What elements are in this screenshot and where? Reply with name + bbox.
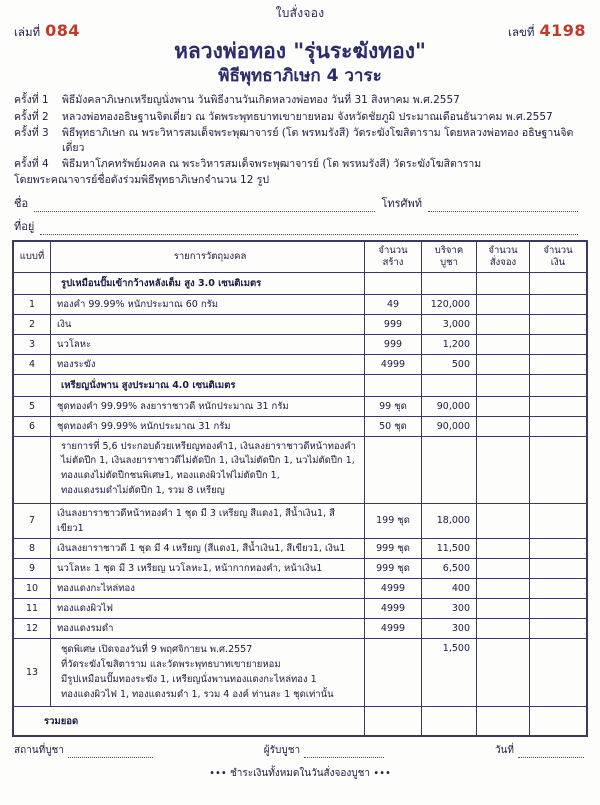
note-text (51, 436, 365, 503)
row-5-money[interactable] (530, 396, 587, 416)
phone-input[interactable] (428, 200, 578, 212)
address-input[interactable] (40, 223, 578, 235)
row-9-money[interactable] (530, 558, 587, 578)
row-8-no: 8 (14, 538, 51, 558)
row-13-line-4: ทองแดงผิวไฟ 1, ทองแดงรมดำ 1, รวม 4 องค์ ท่านละ 1 ชุดเท่านั้น (61, 689, 334, 701)
row-11-money[interactable] (530, 598, 587, 618)
ceremony-row-4-cont (14, 173, 584, 188)
main-title: หลวงพ่อทอง "รุ่นระฆังทอง" (174, 39, 426, 63)
row-4-price: 500 (422, 354, 477, 374)
table-row (14, 396, 587, 416)
header-price-line2: บูชา (440, 256, 458, 268)
volume-value: 084 (45, 21, 81, 40)
items-table (13, 241, 587, 737)
note-price (422, 436, 477, 503)
ceremony-row-1 (14, 93, 584, 108)
phone-label: โทรศัพท์ (381, 196, 422, 210)
row-1-made: 49 (365, 294, 422, 314)
header-money (530, 241, 587, 272)
row-7-no: 7 (14, 503, 51, 538)
row-5-price: 90,000 (422, 396, 477, 416)
footer-signature-row (0, 737, 600, 758)
header-order (477, 241, 530, 272)
name-input[interactable] (34, 200, 375, 212)
section-2-made (365, 374, 422, 396)
volume-field (14, 21, 80, 42)
header-money-line1: จำนวน (543, 244, 573, 256)
row-3-made: 999 (365, 334, 422, 354)
ceremony-text-1: พิธีมังคลาภิเษกเหรียญนั่งพาน วันพิธีงานวันเกิดหลวงพ่อทอง วันที่ 31 สิงหาคม พ.ศ.2557 (62, 94, 460, 107)
customer-fields (0, 194, 600, 235)
header-made-line1: จำนวน (378, 244, 408, 256)
row-13-desc (51, 638, 365, 707)
buyer-field (264, 743, 384, 758)
row-1-price: 120,000 (422, 294, 477, 314)
section-1-made (365, 272, 422, 294)
total-money[interactable] (530, 707, 587, 736)
row-7-desc: เงินลงยาราชาวดีหน้าทองคำ 1 ชุด มี 3 เหรียญ สีแดง1, สีน้ำเงิน1, สีเขียว1 (51, 503, 365, 538)
row-13-price: 1,500 (422, 638, 477, 707)
total-price (422, 707, 477, 736)
number-label: เลขที่ (508, 25, 535, 39)
row-3-order[interactable] (477, 334, 530, 354)
section-2-no (14, 374, 51, 396)
date-label: วันที่ (494, 745, 514, 757)
header-money-line2: เงิน (550, 256, 566, 268)
row-5-order[interactable] (477, 396, 530, 416)
row-2-no: 2 (14, 314, 51, 334)
row-6-no: 6 (14, 416, 51, 436)
section-1-no (14, 272, 51, 294)
header-made-line2: สร้าง (382, 256, 404, 268)
row-7-price: 18,000 (422, 503, 477, 538)
section-1-order[interactable] (477, 272, 530, 294)
ceremony-row-2 (14, 110, 584, 125)
place-label: สถานที่บูชา (14, 745, 64, 757)
ceremony-label-1: ครั้งที่ 1 (14, 94, 49, 107)
table-row (14, 638, 587, 707)
table-row (14, 558, 587, 578)
note-line-3: ทองแดงไม่ตัดปีกชนพิเศษ1, ทองแดงผิวไฟไม่ตัดปีก 1, (61, 470, 280, 482)
row-13-order[interactable] (477, 638, 530, 707)
row-10-desc: ทองแดงกะไหล่ทอง (51, 578, 365, 598)
row-10-money[interactable] (530, 578, 587, 598)
row-11-no: 11 (14, 598, 51, 618)
items-table-body (14, 272, 587, 736)
row-3-desc: นวโลหะ (51, 334, 365, 354)
row-3-price: 1,200 (422, 334, 477, 354)
ceremony-text-2: หลวงพ่อทองอธิษฐานจิตเดี่ยว ณ วัดพระพุทธบาทเขายายหอม จังหวัดชัยภูมิ ประมาณเดือนธันวาคม พ.ศ.2557 (62, 110, 553, 123)
row-7-order[interactable] (477, 503, 530, 538)
row-13-made (365, 638, 422, 707)
note-line-1: รายการที่ 5,6 ประกอบด้วยเหรียญทองคำ1, เงินลงยาราชาวดีหน้าทองคำ (61, 440, 356, 452)
address-line (14, 217, 584, 235)
volume-label: เล่มที่ (14, 25, 41, 39)
header-desc: รายการวัตถุมงคล (51, 241, 365, 272)
row-1-order[interactable] (477, 294, 530, 314)
table-header-row (14, 241, 587, 272)
header-price-line1: บริจาค (434, 244, 464, 256)
row-8-made: 999 ชุด (365, 538, 422, 558)
row-6-money[interactable] (530, 416, 587, 436)
document-title: ใบสั่งจอง (275, 6, 325, 20)
payment-note: ••• ชำระเงินทั้งหมดในวันสั่งจองบูชา ••• (209, 768, 391, 780)
total-row (14, 707, 587, 736)
header-order-line1: จำนวน (488, 244, 518, 256)
row-6-made: 50 ชุด (365, 416, 422, 436)
ceremony-text-3: พิธีพุทธาภิเษก ณ พระวิหารสมเด็จพระพุฒาจารย์ (โต พรหมรังสี) วัดระฆังโฆสิตาราม โดยหลวงพ่อทอง อธิษฐานจิตเดี่ยว (62, 126, 574, 154)
row-13-money[interactable] (530, 638, 587, 707)
row-9-desc: นวโลหะ 1 ชุด มี 3 เหรียญ นวโลหะ1, หน้ากากทองคำ, หน้าเงิน1 (51, 558, 365, 578)
row-8-order[interactable] (477, 538, 530, 558)
row-8-desc: เงินลงยาราชาวดี 1 ชุด มี 4 เหรียญ (สีแดง1, สีน้ำเงิน1, สีเขียว1, เงิน1 (51, 538, 365, 558)
row-12-money[interactable] (530, 618, 587, 638)
row-10-price: 400 (422, 578, 477, 598)
header-no: แบบที่ (14, 241, 51, 272)
row-9-order[interactable] (477, 558, 530, 578)
row-6-order[interactable] (477, 416, 530, 436)
table-row (14, 334, 587, 354)
section-1-price (422, 272, 477, 294)
row-5-desc: ชุดทองคำ 99.99% ลงยาราชาวดี หนักประมาณ 31 กรัม (51, 396, 365, 416)
row-5-no: 5 (14, 396, 51, 416)
row-11-order[interactable] (477, 598, 530, 618)
row-11-price: 300 (422, 598, 477, 618)
row-12-no: 12 (14, 618, 51, 638)
ceremony-row-4 (14, 157, 584, 172)
row-5-made: 99 ชุด (365, 396, 422, 416)
place-input[interactable] (68, 746, 153, 758)
table-row (14, 416, 587, 436)
ceremony-text-4-cont: โดยพระคณาจารย์ชื่อดังร่วมพิธีพุทธาภิเษกจำนวน 12 รูป (14, 174, 270, 187)
name-line (14, 194, 584, 212)
row-4-desc: ทองระฆัง (51, 354, 365, 374)
row-2-order[interactable] (477, 314, 530, 334)
ceremony-row-3 (14, 126, 584, 156)
items-table-head (14, 241, 587, 272)
row-13-line-1: ชุดพิเศษ เปิดจองวันที่ 9 พฤศจิกายน พ.ศ.2557 (61, 643, 253, 655)
buyer-label: ผู้รับบูชา (263, 745, 301, 757)
ceremony-text-4: พิธีมหาโภคทรัพย์มงคล ณ พระวิหารสมเด็จพระพุฒาจารย์ (โต พรหมรังสี) วัดระฆังโฆสิตาราม (62, 158, 482, 171)
note-money[interactable] (530, 436, 587, 503)
section-2-title: เหรียญนั่งพาน สูงประมาณ 4.0 เซนติเมตร (51, 374, 365, 396)
total-made (365, 707, 422, 736)
row-1-money[interactable] (530, 294, 587, 314)
row-10-made: 4999 (365, 578, 422, 598)
row-12-made: 4999 (365, 618, 422, 638)
note-line-4: ทองแดงรมดำไม่ตัดปีก 1, รวม 8 เหรียญ (61, 484, 225, 496)
items-table-wrapper (12, 240, 588, 738)
section-2-price (422, 374, 477, 396)
row-13-line-2: ที่วัดระฆังโฆสิตาราม และวัดพระพุทธบาทเขายายหอม (61, 658, 281, 670)
table-row (14, 503, 587, 538)
row-12-desc: ทองแดงรมดำ (51, 618, 365, 638)
header-order-line2: สั่งจอง (489, 256, 517, 268)
row-11-made: 4999 (365, 598, 422, 618)
note-made (365, 436, 422, 503)
table-row (14, 294, 587, 314)
sub-title: พิธีพุทธาภิเษก 4 วาระ (218, 66, 382, 87)
header-made (365, 241, 422, 272)
row-9-price: 6,500 (422, 558, 477, 578)
row-6-price: 90,000 (422, 416, 477, 436)
row-3-money[interactable] (530, 334, 587, 354)
row-10-no: 10 (14, 578, 51, 598)
row-8-price: 11,500 (422, 538, 477, 558)
total-order[interactable] (477, 707, 530, 736)
table-row (14, 314, 587, 334)
row-3-no: 3 (14, 334, 51, 354)
note-line-2: ไม่ตัดปีก 1, เงินลงยาราชาวดีไม่ตัดปีก 1, เงินไม่ตัดปีก 1, นวไม่ตัดปีก 1, (61, 455, 355, 467)
row-4-no: 4 (14, 354, 51, 374)
address-label: ที่อยู่ (14, 219, 35, 233)
table-row (14, 578, 587, 598)
section-2-money[interactable] (530, 374, 587, 396)
row-6-desc: ชุดทองคำ 99.99% หนักประมาณ 31 กรัม (51, 416, 365, 436)
section-header-row-1 (14, 272, 587, 294)
row-12-order[interactable] (477, 618, 530, 638)
ceremony-label-3: ครั้งที่ 3 (14, 126, 49, 139)
name-label: ชื่อ (14, 196, 29, 210)
row-4-order[interactable] (477, 354, 530, 374)
row-10-order[interactable] (477, 578, 530, 598)
row-7-money[interactable] (530, 503, 587, 538)
section-header-row-2 (14, 374, 587, 396)
total-label: รวมยอด (14, 707, 365, 736)
table-row (14, 598, 587, 618)
row-13-no: 13 (14, 638, 51, 707)
row-12-price: 300 (422, 618, 477, 638)
date-input[interactable] (518, 746, 584, 758)
place-field (14, 743, 153, 758)
number-value: 4198 (539, 21, 586, 40)
row-9-made: 999 ชุด (365, 558, 422, 578)
number-field (508, 21, 586, 42)
row-7-made: 199 ชุด (365, 503, 422, 538)
note-no (14, 436, 51, 503)
row-8-money[interactable] (530, 538, 587, 558)
table-row (14, 538, 587, 558)
note-row (14, 436, 587, 503)
ceremony-list (0, 93, 600, 188)
table-row (14, 354, 587, 374)
row-1-no: 1 (14, 294, 51, 314)
row-4-money[interactable] (530, 354, 587, 374)
header-price (422, 241, 477, 272)
row-2-price: 3,000 (422, 314, 477, 334)
section-1-money[interactable] (530, 272, 587, 294)
row-2-money[interactable] (530, 314, 587, 334)
row-11-desc: ทองแดงผิวไฟ (51, 598, 365, 618)
ceremony-label-2: ครั้งที่ 2 (14, 110, 49, 123)
date-field (495, 743, 584, 758)
row-13-line-3: มีรูปเหมือนปั๊มทองระฆัง 1, เหรียญนั่งพานทองแดงกะไหล่ทอง 1 (61, 673, 317, 685)
row-2-desc: เงิน (51, 314, 365, 334)
row-4-made: 4999 (365, 354, 422, 374)
note-order[interactable] (477, 436, 530, 503)
row-1-desc: ทองคำ 99.99% หนักประมาณ 60 กรัม (51, 294, 365, 314)
buyer-input[interactable] (304, 746, 384, 758)
ceremony-label-4: ครั้งที่ 4 (14, 158, 49, 171)
row-2-made: 999 (365, 314, 422, 334)
section-2-order[interactable] (477, 374, 530, 396)
section-1-title: รูปเหมือนปั๊มเข้ากว้างหลังเต็ม สูง 3.0 เซนติเมตร (51, 272, 365, 294)
table-row (14, 618, 587, 638)
row-9-no: 9 (14, 558, 51, 578)
